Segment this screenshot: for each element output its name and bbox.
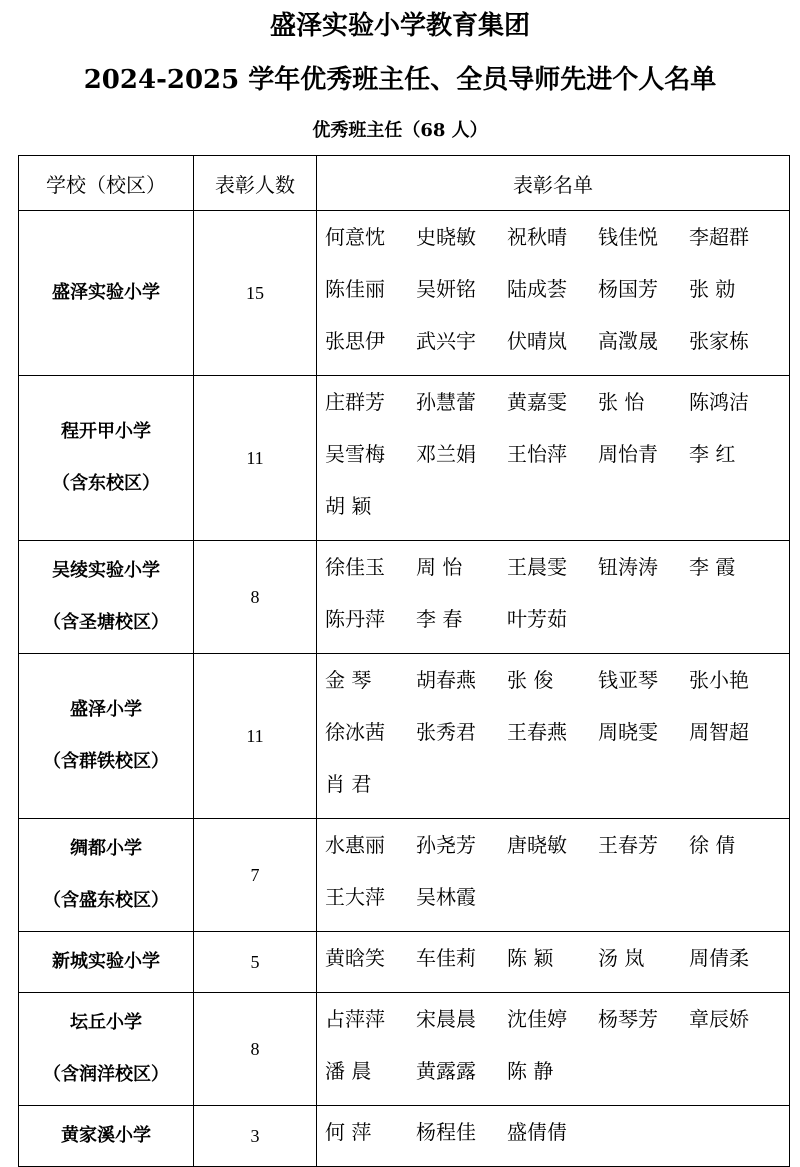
school-name: 程开甲小学 <box>61 421 151 442</box>
names-cell <box>317 993 790 1106</box>
teacher-name: 李 春 <box>416 607 463 631</box>
honor-count: 8 <box>194 541 317 654</box>
teacher-name: 陈 颖 <box>507 946 554 970</box>
names-cell <box>317 541 790 654</box>
teacher-name: 何 萍 <box>325 1120 372 1144</box>
school-name: （含圣塘校区） <box>43 612 169 633</box>
names-list <box>325 658 789 814</box>
teacher-name: 邓兰娟 <box>416 442 476 466</box>
table-header-row <box>19 156 790 211</box>
school-cell <box>19 376 194 541</box>
honor-count: 3 <box>194 1106 317 1167</box>
school-name: 盛泽实验小学 <box>52 282 160 303</box>
teacher-name: 孙慧蕾 <box>416 390 476 414</box>
names-cell <box>317 819 790 932</box>
teacher-name: 武兴宇 <box>416 329 476 353</box>
school-cell <box>19 1106 194 1167</box>
teacher-name: 孙尧芳 <box>416 833 476 857</box>
teacher-name: 吴妍铭 <box>416 277 476 301</box>
school-name: 吴绫实验小学 <box>52 560 160 581</box>
school-name: 盛泽小学 <box>70 699 142 720</box>
teacher-name: 杨琴芳 <box>598 1007 658 1031</box>
teacher-name: 徐 倩 <box>689 833 736 857</box>
col-header-count: 表彰人数 <box>194 156 317 211</box>
honor-count: 11 <box>194 376 317 541</box>
teacher-name: 周怡青 <box>598 442 658 466</box>
teacher-name: 王晨雯 <box>507 555 567 579</box>
school-name: （含润洋校区） <box>43 1064 169 1085</box>
teacher-name: 徐冰茜 <box>325 720 385 744</box>
teacher-name: 水惠丽 <box>325 833 385 857</box>
teacher-name: 王春芳 <box>598 833 658 857</box>
table-row <box>19 541 790 654</box>
teacher-name: 金 琴 <box>325 668 372 692</box>
school-cell <box>19 932 194 993</box>
teacher-name: 庄群芳 <box>325 390 385 414</box>
school-cell <box>19 819 194 932</box>
teacher-name: 王春燕 <box>507 720 567 744</box>
teacher-name: 潘 晨 <box>325 1059 372 1083</box>
names-list <box>325 215 789 371</box>
names-list <box>325 997 789 1101</box>
names-cell <box>317 376 790 541</box>
table-row <box>19 211 790 376</box>
names-cell <box>317 654 790 819</box>
teacher-name: 陈 静 <box>507 1059 554 1083</box>
school-cell <box>19 993 194 1106</box>
teacher-name: 杨国芳 <box>598 277 658 301</box>
teacher-name: 唐晓敏 <box>507 833 567 857</box>
teacher-name: 黄嘉雯 <box>507 390 567 414</box>
school-name: （含东校区） <box>52 473 160 494</box>
school-name: 新城实验小学 <box>52 951 160 972</box>
teacher-name: 王怡萍 <box>507 442 567 466</box>
table-row <box>19 819 790 932</box>
honor-count: 15 <box>194 211 317 376</box>
teacher-name: 李 红 <box>689 442 736 466</box>
teacher-name: 胡春燕 <box>416 668 476 692</box>
names-cell <box>317 211 790 376</box>
teacher-name: 王大萍 <box>325 885 385 909</box>
teacher-name: 叶芳茹 <box>507 607 567 631</box>
teacher-name: 吴林霞 <box>416 885 476 909</box>
teacher-name: 高澂晟 <box>598 329 658 353</box>
teacher-name: 陈丹萍 <box>325 607 385 631</box>
table-row <box>19 993 790 1106</box>
names-list <box>325 1110 789 1162</box>
teacher-name: 宋晨晨 <box>416 1007 476 1031</box>
school-cell <box>19 654 194 819</box>
teacher-name: 史晓敏 <box>416 225 476 249</box>
school-cell <box>19 211 194 376</box>
teacher-name: 胡 颖 <box>325 494 372 518</box>
names-list <box>325 545 789 649</box>
school-name: 黄家溪小学 <box>61 1125 151 1146</box>
teacher-name: 陆成荟 <box>507 277 567 301</box>
school-name: （含盛东校区） <box>43 890 169 911</box>
honor-count: 7 <box>194 819 317 932</box>
teacher-name: 李 霞 <box>689 555 736 579</box>
names-list <box>325 936 789 988</box>
teacher-name: 沈佳婷 <box>507 1007 567 1031</box>
teacher-name: 章辰娇 <box>689 1007 749 1031</box>
org-title: 盛泽实验小学教育集团 <box>269 11 530 41</box>
teacher-name: 钱亚琴 <box>598 668 658 692</box>
teacher-name: 盛倩倩 <box>507 1120 567 1144</box>
table-row <box>19 654 790 819</box>
col-header-names: 表彰名单 <box>317 156 790 211</box>
names-cell <box>317 932 790 993</box>
school-name: （含群铁校区） <box>43 751 169 772</box>
honor-roll-table <box>18 155 790 1167</box>
teacher-name: 李超群 <box>689 225 749 249</box>
table-row <box>19 376 790 541</box>
teacher-name: 祝秋晴 <box>507 225 567 249</box>
teacher-name: 张思伊 <box>325 329 385 353</box>
table-row <box>19 1106 790 1167</box>
teacher-name: 黄露露 <box>416 1059 476 1083</box>
col-header-school: 学校（校区） <box>19 156 194 211</box>
teacher-name: 杨程佳 <box>416 1120 476 1144</box>
teacher-name: 张家栋 <box>689 329 749 353</box>
teacher-name: 张 俊 <box>507 668 554 692</box>
teacher-name: 钱佳悦 <box>598 225 658 249</box>
teacher-name: 陈鸿洁 <box>689 390 749 414</box>
teacher-name: 车佳莉 <box>416 946 476 970</box>
names-list <box>325 380 789 536</box>
table-row <box>19 932 790 993</box>
teacher-name: 张 勍 <box>689 277 736 301</box>
teacher-name: 张 怡 <box>598 390 645 414</box>
teacher-name: 吴雪梅 <box>325 442 385 466</box>
school-name: 绸都小学 <box>70 838 142 859</box>
teacher-name: 肖 君 <box>325 772 372 796</box>
teacher-name: 周倩柔 <box>689 946 749 970</box>
teacher-name: 汤 岚 <box>598 946 645 970</box>
teacher-name: 陈佳丽 <box>325 277 385 301</box>
teacher-name: 何意忱 <box>325 225 385 249</box>
teacher-name: 徐佳玉 <box>325 555 385 579</box>
teacher-name: 周 怡 <box>416 555 463 579</box>
teacher-name: 钮涛涛 <box>598 555 658 579</box>
honor-count: 5 <box>194 932 317 993</box>
honor-count: 8 <box>194 993 317 1106</box>
names-list <box>325 823 789 927</box>
names-cell <box>317 1106 790 1167</box>
honor-count: 11 <box>194 654 317 819</box>
teacher-name: 占萍萍 <box>325 1007 385 1031</box>
school-cell <box>19 541 194 654</box>
school-name: 坛丘小学 <box>70 1012 142 1033</box>
teacher-name: 张小艳 <box>689 668 749 692</box>
teacher-name: 黄晗笑 <box>325 946 385 970</box>
teacher-name: 周智超 <box>689 720 749 744</box>
document-title: 2024-2025 学年优秀班主任、全员导师先进个人名单 <box>83 65 717 95</box>
teacher-name: 周晓雯 <box>598 720 658 744</box>
teacher-name: 伏晴岚 <box>507 329 567 353</box>
section-subtitle: 优秀班主任（68 人） <box>312 120 488 141</box>
teacher-name: 张秀君 <box>416 720 476 744</box>
